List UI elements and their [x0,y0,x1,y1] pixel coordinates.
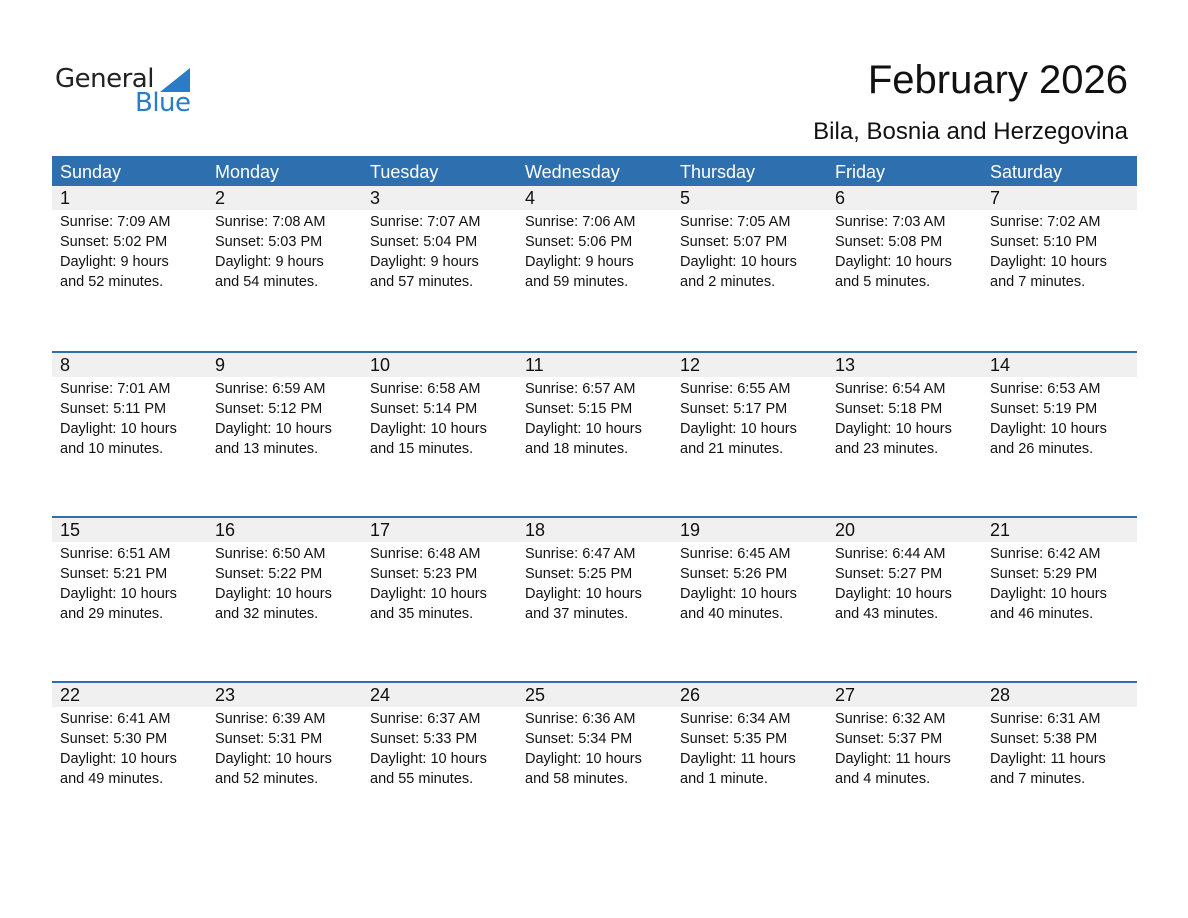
daylight-text: Daylight: 10 hours [680,254,797,270]
daylight-text: Daylight: 10 hours [215,586,332,602]
daylight-minutes-text: and 43 minutes. [835,606,939,622]
sunrise-text: Sunrise: 7:09 AM [60,214,171,230]
logo-blue-text: Blue [135,88,191,118]
logo-general-text: General [55,64,154,94]
daylight-minutes-text: and 26 minutes. [990,441,1094,457]
daylight-minutes-text: and 32 minutes. [215,606,319,622]
daylight-text: Daylight: 10 hours [990,254,1107,270]
sunrise-text: Sunrise: 7:06 AM [525,214,636,230]
sunset-text: Sunset: 5:25 PM [525,566,633,582]
sunset-text: Sunset: 5:35 PM [680,731,788,747]
daylight-text: Daylight: 9 hours [370,254,479,270]
week-row [52,186,1137,292]
daylight-text: Daylight: 10 hours [370,586,487,602]
weekday-header [52,156,1137,188]
daylight-minutes-text: and 18 minutes. [525,441,629,457]
daylight-minutes-text: and 29 minutes. [60,606,164,622]
daylight-text: Daylight: 10 hours [990,421,1107,437]
day-number: 20 [827,518,982,542]
daylight-text: Daylight: 10 hours [835,254,952,270]
week-row [52,351,1137,459]
sunset-text: Sunset: 5:18 PM [835,401,943,417]
sunset-text: Sunset: 5:34 PM [525,731,633,747]
daylight-text: Daylight: 9 hours [60,254,169,270]
sunset-text: Sunset: 5:11 PM [60,401,167,417]
weekday-tuesday: Tuesday [370,162,439,182]
day-cell [517,186,672,292]
sunrise-text: Sunrise: 6:55 AM [680,381,791,397]
daylight-text: Daylight: 10 hours [680,421,797,437]
sunset-text: Sunset: 5:12 PM [215,401,323,417]
day-cell [207,353,362,459]
sunset-text: Sunset: 5:08 PM [835,234,943,250]
day-number: 18 [517,518,672,542]
sunrise-text: Sunrise: 6:41 AM [60,711,171,727]
daylight-text: Daylight: 10 hours [370,751,487,767]
sunrise-text: Sunrise: 6:34 AM [680,711,791,727]
day-number: 1 [52,186,207,210]
sunrise-text: Sunrise: 6:58 AM [370,381,481,397]
day-number: 8 [52,353,207,377]
day-number: 2 [207,186,362,210]
daylight-text: Daylight: 10 hours [60,751,177,767]
daylight-minutes-text: and 13 minutes. [215,441,319,457]
day-cell [362,353,517,459]
daylight-minutes-text: and 5 minutes. [835,274,931,290]
sunset-text: Sunset: 5:33 PM [370,731,478,747]
sunset-text: Sunset: 5:22 PM [215,566,323,582]
sunset-text: Sunset: 5:29 PM [990,566,1098,582]
day-cell [672,518,827,624]
weekday-friday: Friday [835,162,886,182]
sunset-text: Sunset: 5:27 PM [835,566,943,582]
daylight-minutes-text: and 2 minutes. [680,274,776,290]
daylight-text: Daylight: 10 hours [60,421,177,437]
daylight-minutes-text: and 46 minutes. [990,606,1094,622]
day-cell [207,518,362,624]
day-number: 22 [52,683,207,707]
sunrise-text: Sunrise: 6:37 AM [370,711,481,727]
daylight-minutes-text: and 49 minutes. [60,771,164,787]
day-cell [672,683,827,789]
sunrise-text: Sunrise: 6:54 AM [835,381,946,397]
sunset-text: Sunset: 5:06 PM [525,234,633,250]
day-cell [827,186,982,292]
day-cell [827,353,982,459]
day-cell [52,683,207,789]
sunrise-text: Sunrise: 7:01 AM [60,381,171,397]
sunrise-text: Sunrise: 7:07 AM [370,214,481,230]
daylight-text: Daylight: 10 hours [680,586,797,602]
sunset-text: Sunset: 5:04 PM [370,234,478,250]
sunset-text: Sunset: 5:03 PM [215,234,323,250]
sunrise-text: Sunrise: 7:03 AM [835,214,946,230]
sunrise-text: Sunrise: 6:36 AM [525,711,636,727]
day-cell [672,186,827,292]
daylight-text: Daylight: 10 hours [370,421,487,437]
day-number: 13 [827,353,982,377]
sunset-text: Sunset: 5:30 PM [60,731,168,747]
sunrise-text: Sunrise: 6:45 AM [680,546,791,562]
daylight-text: Daylight: 11 hours [835,751,951,767]
day-number: 19 [672,518,827,542]
sunrise-text: Sunrise: 6:31 AM [990,711,1101,727]
day-number: 10 [362,353,517,377]
daylight-minutes-text: and 58 minutes. [525,771,629,787]
daylight-minutes-text: and 23 minutes. [835,441,939,457]
sunrise-text: Sunrise: 6:57 AM [525,381,636,397]
daylight-minutes-text: and 4 minutes. [835,771,931,787]
sunset-text: Sunset: 5:19 PM [990,401,1098,417]
day-number: 4 [517,186,672,210]
daylight-minutes-text: and 10 minutes. [60,441,164,457]
sunrise-text: Sunrise: 6:50 AM [215,546,326,562]
day-cell [517,353,672,459]
day-number: 17 [362,518,517,542]
weekday-sunday: Sunday [60,162,122,182]
day-cell [982,518,1137,624]
week-row [52,516,1137,624]
sunset-text: Sunset: 5:31 PM [215,731,323,747]
day-cell [517,518,672,624]
day-number: 27 [827,683,982,707]
day-cell [52,353,207,459]
daylight-text: Daylight: 10 hours [215,751,332,767]
sunrise-text: Sunrise: 7:08 AM [215,214,326,230]
daylight-text: Daylight: 10 hours [60,586,177,602]
daylight-minutes-text: and 52 minutes. [215,771,319,787]
daylight-text: Daylight: 9 hours [215,254,324,270]
day-cell [207,186,362,292]
sunset-text: Sunset: 5:02 PM [60,234,168,250]
day-number: 15 [52,518,207,542]
daylight-text: Daylight: 10 hours [835,586,952,602]
sunset-text: Sunset: 5:38 PM [990,731,1098,747]
sunrise-text: Sunrise: 6:48 AM [370,546,481,562]
daylight-minutes-text: and 40 minutes. [680,606,784,622]
weekday-saturday: Saturday [990,162,1063,182]
sunrise-text: Sunrise: 6:47 AM [525,546,636,562]
day-cell [982,353,1137,459]
sunrise-text: Sunrise: 6:51 AM [60,546,171,562]
day-number: 28 [982,683,1137,707]
sunrise-text: Sunrise: 7:05 AM [680,214,791,230]
sunrise-text: Sunrise: 6:39 AM [215,711,326,727]
daylight-minutes-text: and 54 minutes. [215,274,319,290]
weekday-thursday: Thursday [680,162,756,182]
day-cell [827,683,982,789]
day-number: 6 [827,186,982,210]
day-cell [52,518,207,624]
day-cell [672,353,827,459]
weekday-wednesday: Wednesday [525,162,620,182]
day-number: 23 [207,683,362,707]
daylight-minutes-text: and 57 minutes. [370,274,474,290]
daylight-minutes-text: and 7 minutes. [990,771,1086,787]
day-cell [982,683,1137,789]
sunset-text: Sunset: 5:14 PM [370,401,478,417]
sunrise-text: Sunrise: 6:32 AM [835,711,946,727]
sunrise-text: Sunrise: 6:42 AM [990,546,1101,562]
day-number: 24 [362,683,517,707]
daylight-minutes-text: and 7 minutes. [990,274,1086,290]
week-row [52,681,1137,789]
daylight-text: Daylight: 10 hours [990,586,1107,602]
day-cell [362,683,517,789]
day-number: 16 [207,518,362,542]
daylight-text: Daylight: 10 hours [215,421,332,437]
day-number: 25 [517,683,672,707]
sunset-text: Sunset: 5:15 PM [525,401,633,417]
sunset-text: Sunset: 5:21 PM [60,566,168,582]
daylight-minutes-text: and 1 minute. [680,771,768,787]
day-number: 7 [982,186,1137,210]
sunset-text: Sunset: 5:17 PM [680,401,788,417]
day-cell [362,186,517,292]
sunset-text: Sunset: 5:23 PM [370,566,478,582]
sunset-text: Sunset: 5:07 PM [680,234,788,250]
day-number: 14 [982,353,1137,377]
page-title: February 2026 [867,58,1128,102]
day-number: 3 [362,186,517,210]
sunrise-text: Sunrise: 6:53 AM [990,381,1101,397]
day-number: 9 [207,353,362,377]
logo [55,64,195,120]
day-cell [52,186,207,292]
day-cell [982,186,1137,292]
daylight-minutes-text: and 35 minutes. [370,606,474,622]
sunset-text: Sunset: 5:26 PM [680,566,788,582]
day-number: 5 [672,186,827,210]
daylight-text: Daylight: 10 hours [525,421,642,437]
weekday-monday: Monday [215,162,280,182]
daylight-minutes-text: and 37 minutes. [525,606,629,622]
daylight-minutes-text: and 21 minutes. [680,441,784,457]
daylight-minutes-text: and 59 minutes. [525,274,629,290]
sunset-text: Sunset: 5:37 PM [835,731,943,747]
daylight-minutes-text: and 55 minutes. [370,771,474,787]
daylight-minutes-text: and 15 minutes. [370,441,474,457]
day-cell [362,518,517,624]
day-cell [207,683,362,789]
daylight-text: Daylight: 10 hours [835,421,952,437]
sunset-text: Sunset: 5:10 PM [990,234,1098,250]
sunrise-text: Sunrise: 6:59 AM [215,381,326,397]
daylight-text: Daylight: 9 hours [525,254,634,270]
sunrise-text: Sunrise: 6:44 AM [835,546,946,562]
daylight-text: Daylight: 10 hours [525,586,642,602]
daylight-text: Daylight: 11 hours [680,751,796,767]
day-cell [517,683,672,789]
day-cell [827,518,982,624]
location-subtitle: Bila, Bosnia and Herzegovina [813,118,1128,145]
day-number: 26 [672,683,827,707]
day-number: 11 [517,353,672,377]
daylight-text: Daylight: 10 hours [525,751,642,767]
day-number: 21 [982,518,1137,542]
daylight-minutes-text: and 52 minutes. [60,274,164,290]
sunrise-text: Sunrise: 7:02 AM [990,214,1101,230]
day-number: 12 [672,353,827,377]
daylight-text: Daylight: 11 hours [990,751,1106,767]
